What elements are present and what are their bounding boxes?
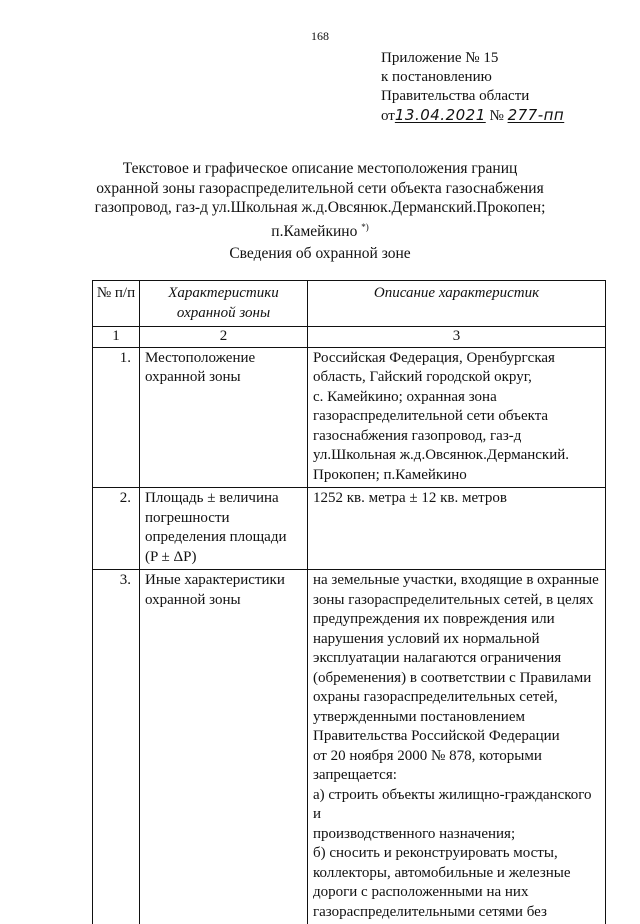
row-characteristic xyxy=(140,488,308,570)
characteristic-line: Площадь ± величина xyxy=(145,489,302,509)
zone-info-table xyxy=(92,280,606,924)
description-line: а) строить объекты жилищно-гражданского и xyxy=(313,786,600,825)
row-description xyxy=(308,570,606,924)
document-title xyxy=(0,159,640,241)
characteristic-line: определения площади xyxy=(145,528,302,548)
title-line-1: Текстовое и графическое описание местоположения границ xyxy=(0,159,640,179)
row-number: 1. xyxy=(93,347,140,488)
row-number: 3. xyxy=(93,570,140,924)
description-line: ул.Школьная ж.д.Овсянюк.Дерманский. xyxy=(313,446,600,466)
description-line: эксплуатации налагаются ограничения xyxy=(313,649,600,669)
row-number: 2. xyxy=(93,488,140,570)
table-row xyxy=(93,570,606,924)
table-header-row xyxy=(93,281,606,327)
description-line: газораспределительными сетями без xyxy=(313,903,600,923)
row-characteristic xyxy=(140,570,308,924)
table-row xyxy=(93,488,606,570)
characteristic-line: погрешности xyxy=(145,509,302,529)
header-number: № п/п xyxy=(93,281,140,327)
header-characteristics: Характеристики охранной зоны xyxy=(140,281,308,327)
header-description: Описание характеристик xyxy=(308,281,606,327)
col-number-3: 3 xyxy=(308,327,606,348)
characteristic-line: Иные характеристики xyxy=(145,571,302,591)
appendix-line-3: Правительства области xyxy=(381,87,564,106)
description-line: Российская Федерация, Оренбургская xyxy=(313,349,600,369)
title-line-4 xyxy=(0,218,640,242)
description-line: утвержденными постановлением xyxy=(313,708,600,728)
appendix-block xyxy=(381,49,564,126)
description-line: с. Камейкино; охранная зона xyxy=(313,388,600,408)
description-line: производственного назначения; xyxy=(313,825,600,845)
description-line: от 20 ноября 2000 № 878, которыми xyxy=(313,747,600,767)
description-line: Прокопен; п.Камейкино xyxy=(313,466,600,486)
table-row xyxy=(93,347,606,488)
title-line-2: охранной зоны газораспределительной сети объекта газоснабжения xyxy=(0,179,640,199)
footnote-mark: *) xyxy=(361,222,369,232)
description-line: 1252 кв. метра ± 12 кв. метров xyxy=(313,489,600,509)
description-line: газораспределительной сети объекта xyxy=(313,407,600,427)
description-line: предупреждения их повреждения или xyxy=(313,610,600,630)
section-subtitle: Сведения об охранной зоне xyxy=(0,245,640,263)
row-description xyxy=(308,488,606,570)
description-line: газоснабжения газопровод, газ-д xyxy=(313,427,600,447)
description-line: охраны газораспределительных сетей, xyxy=(313,688,600,708)
description-line: зоны газораспределительных сетей, в целях xyxy=(313,591,600,611)
description-line: на земельные участки, входящие в охранные xyxy=(313,571,600,591)
description-line: запрещается: xyxy=(313,766,600,786)
date-prefix: от xyxy=(381,108,395,124)
description-line: нарушения условий их нормальной xyxy=(313,630,600,650)
col-number-1: 1 xyxy=(93,327,140,348)
title-line-3: газопровод, газ-д ул.Школьная ж.д.Овсянюк.Дерманский.Прокопен; xyxy=(0,198,640,218)
col-number-2: 2 xyxy=(140,327,308,348)
description-line: Правительства Российской Федерации xyxy=(313,727,600,747)
handwritten-date: 13.04.2021 xyxy=(395,106,486,124)
description-line: область, Гайский городской округ, xyxy=(313,368,600,388)
title-locality: п.Камейкино xyxy=(271,223,357,240)
appendix-line-1: Приложение № 15 xyxy=(381,49,564,68)
row-characteristic: Местоположение охранной зоны xyxy=(140,347,308,488)
appendix-date-line xyxy=(381,106,564,126)
description-line: дороги с расположенными на них xyxy=(313,883,600,903)
characteristic-line: (P ± ΔP) xyxy=(145,548,302,568)
page-number: 168 xyxy=(0,29,640,44)
row-description xyxy=(308,347,606,488)
description-line: коллекторы, автомобильные и железные xyxy=(313,864,600,884)
characteristic-line: охранной зоны xyxy=(145,591,302,611)
description-line: (обременения) в соответствии с Правилами xyxy=(313,669,600,689)
description-line: б) сносить и реконструировать мосты, xyxy=(313,844,600,864)
handwritten-number: 277-пп xyxy=(508,106,565,124)
column-number-row xyxy=(93,327,606,348)
appendix-line-2: к постановлению xyxy=(381,68,564,87)
number-sign: № xyxy=(490,108,504,124)
